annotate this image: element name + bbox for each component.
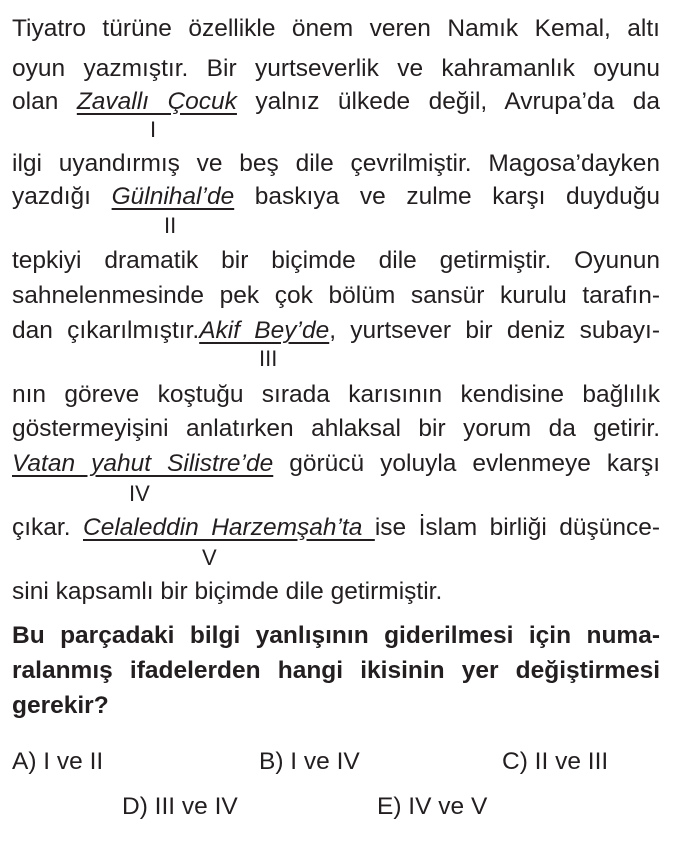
question-line-3: gerekir? <box>12 692 109 719</box>
underlined-phrase-3: Akif Bey’de <box>199 317 330 344</box>
passage-line-12 <box>12 513 660 543</box>
option-a[interactable]: A) I ve II <box>12 748 104 775</box>
underlined-phrase-1: Zavallı Çocuk <box>76 88 237 115</box>
option-e[interactable]: E) IV ve V <box>377 793 488 820</box>
option-b[interactable]: B) I ve IV <box>259 748 360 775</box>
numeral-3: III <box>259 346 278 371</box>
passage-text: baskıya ve zulme karşı duyduğu <box>234 183 660 210</box>
option-c[interactable]: C) II ve III <box>502 748 609 775</box>
numeral-1: I <box>150 117 157 142</box>
passage-line-4: ilgi uyandırmış ve beş dile çevrilmiştir. Magosa’dayken <box>12 150 660 177</box>
underlined-phrase-2: Gülnihal’de <box>111 183 235 210</box>
passage-line-5 <box>12 182 660 212</box>
passage-line-10: göstermeyişini anlatırken ahlaksal bir yorum da getirir. <box>12 415 660 442</box>
passage-text: yazdığı <box>12 183 112 210</box>
passage-text: yalnız ülkede değil, Avrupa’da da <box>236 88 660 115</box>
passage-line-3 <box>12 87 660 117</box>
passage-text: ise İslam birliği düşünce- <box>374 514 661 541</box>
option-d[interactable]: D) III ve IV <box>122 793 238 820</box>
passage-line-7: sahnelenmesinde pek çok bölüm sansür kurulu tarafın- <box>12 282 660 309</box>
passage-line-13: sini kapsamlı bir biçimde dile getirmiştir. <box>12 578 443 605</box>
passage-text: çıkar. <box>12 514 83 541</box>
passage-line-9: nın göreve koştuğu sırada karısının kendisine bağlılık <box>12 381 660 408</box>
passage-line-6: tepkiyi dramatik bir biçimde dile getirmiştir. Oyunun <box>12 247 660 274</box>
question-line-1: Bu parçadaki bilgi yanlışının giderilmesi için numa- <box>12 622 660 649</box>
underlined-phrase-5: Celaleddin Harzemşah’ta <box>83 514 375 541</box>
passage-line-2: oyun yazmıştır. Bir yurtseverlik ve kahramanlık oyunu <box>12 55 660 82</box>
numeral-2: II <box>164 213 177 238</box>
question-line-2: ralanmış ifadelerden hangi ikisinin yer değiştirmesi <box>12 657 660 684</box>
passage-text: dan çıkarılmıştır. <box>12 317 200 344</box>
passage-text: , yurtsever bir deniz subayı- <box>329 317 660 344</box>
passage-line-1: Tiyatro türüne özellikle önem veren Namık Kemal, altı <box>12 15 660 42</box>
passage-line-11 <box>12 449 660 479</box>
passage-text: olan <box>12 88 77 115</box>
passage-line-8 <box>12 316 660 346</box>
underlined-phrase-4: Vatan yahut Silistre’de <box>12 450 274 477</box>
numeral-4: IV <box>129 481 150 506</box>
numeral-5: V <box>202 545 217 570</box>
passage-text: görücü yoluyla evlenmeye karşı <box>273 450 661 477</box>
